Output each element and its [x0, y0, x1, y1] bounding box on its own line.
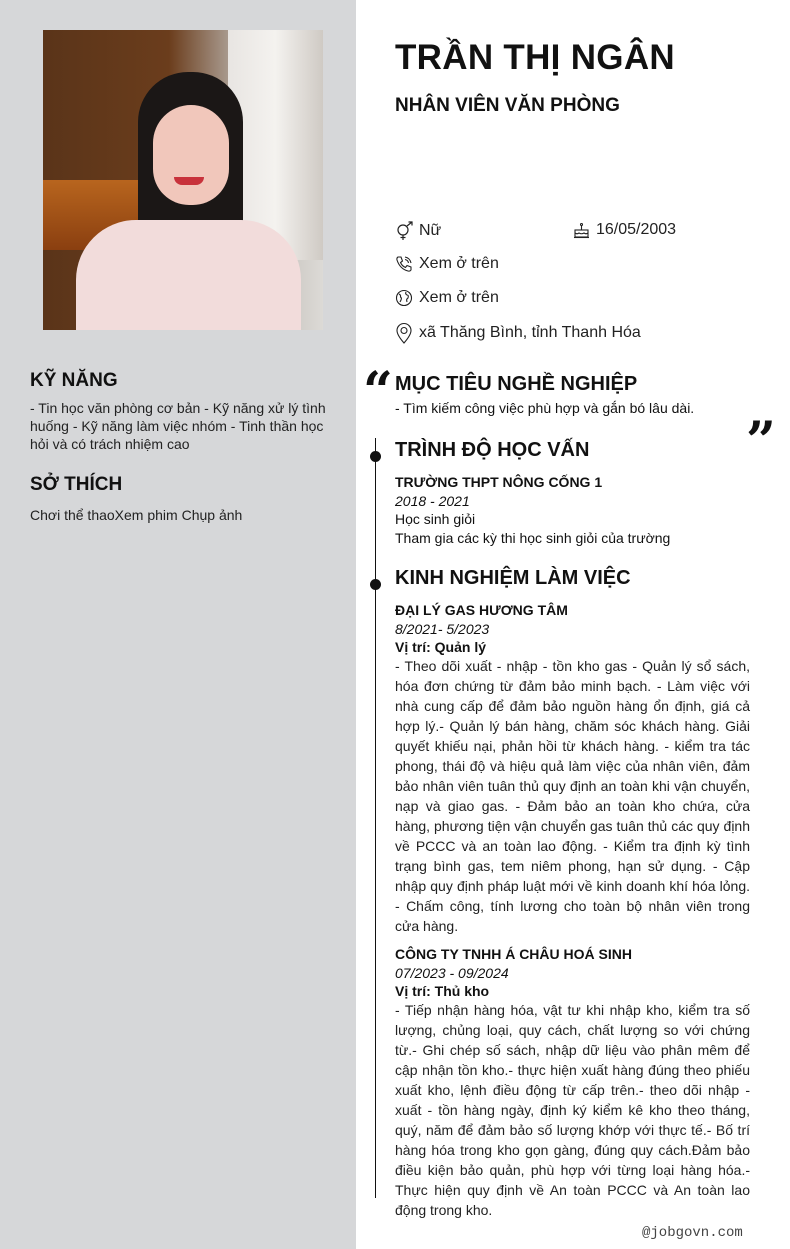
location-pin-icon — [395, 322, 413, 344]
cake-icon — [573, 221, 590, 239]
education-period: 2018 - 2021 — [395, 493, 470, 509]
candidate-name: TRẦN THỊ NGÂN — [395, 38, 675, 77]
birthday-value: 16/05/2003 — [596, 221, 677, 238]
gender-icon — [395, 221, 415, 241]
experience-role: Vị trí: Thủ kho — [395, 983, 490, 999]
company-name: ĐẠI LÝ GAS HƯƠNG TÂM — [395, 602, 568, 618]
experience-item — [395, 602, 750, 936]
objective-text: - Tìm kiếm công việc phù hợp và gắn bó lâu dài. — [395, 400, 695, 416]
company-name: CÔNG TY TNHH Á CHÂU HOÁ SINH — [395, 946, 632, 962]
gender-value: Nữ — [419, 222, 442, 239]
skills-title: KỸ NĂNG — [30, 370, 118, 391]
education-item — [395, 474, 750, 548]
education-line: Học sinh giỏi — [395, 511, 476, 527]
profile-photo — [43, 30, 323, 330]
phone-value: Xem ở trên — [419, 255, 499, 272]
address-info — [395, 322, 641, 344]
education-section — [395, 439, 750, 548]
timeline-dot-education — [370, 451, 381, 462]
email-value: Xem ở trên — [419, 289, 499, 306]
phone-info — [395, 255, 499, 273]
address-value: xã Thăng Bình, tỉnh Thanh Hóa — [419, 324, 641, 341]
email-info — [395, 289, 499, 307]
job-title: NHÂN VIÊN VĂN PHÒNG — [395, 95, 620, 116]
hobbies-text: Chơi thể thaoXem phim Chụp ảnh — [30, 507, 243, 523]
timeline-dot-experience — [370, 579, 381, 590]
education-title: TRÌNH ĐỘ HỌC VẤN — [395, 439, 590, 461]
birthday-info — [573, 221, 676, 239]
skills-text: - Tin học văn phòng cơ bản - Kỹ năng xử lý tình huống - Kỹ năng làm việc nhóm - Tinh thần học hỏi và có trách nhiệm cao — [30, 400, 326, 452]
experience-period: 8/2021- 5/2023 — [395, 621, 490, 637]
hobbies-title: SỞ THÍCH — [30, 474, 123, 495]
sidebar — [0, 0, 356, 1249]
phone-icon — [395, 255, 413, 273]
objective-section — [395, 373, 750, 418]
close-quote-icon: ” — [746, 411, 776, 472]
experience-description: - Tiếp nhận hàng hóa, vật tư khi nhập kho, kiểm tra số lượng, chủng loại, quy cách, chất lượng so với chứng từ.- Ghi chép số sách, nhập dữ liệu vào phân mêm để cập nhận tồn kho.- thực hiện xuất hàng đúng theo phiếu xuất kho, lệnh điều động từ cấp trên.- theo dõi nhập - xuất - tồn hàng ngày, định ký kiểm kê kho theo tháng, quý, năm để đảm bảo số lượng khớp với thực tế.- Bố trí hàng hóa trong kho gọn gàng, đúng quy cách.Đảm bảo điều kiện bảo quản, phù hợp với từng loại hàng hóa.- Thực hiện quy định về An toàn PCCC và An toàn lao động trong kho. — [395, 1002, 750, 1218]
school-name: TRƯỜNG THPT NÔNG CỐNG 1 — [395, 474, 603, 490]
globe-icon — [395, 289, 413, 307]
hobbies-section — [30, 474, 330, 524]
experience-role: Vị trí: Quản lý — [395, 639, 487, 655]
experience-item — [395, 946, 750, 1220]
skills-section — [30, 370, 330, 453]
open-quote-icon: “ — [363, 361, 393, 422]
gender-info — [395, 221, 441, 241]
education-line: Tham gia các kỳ thi học sinh giỏi của trường — [395, 530, 671, 546]
experience-section — [395, 567, 750, 1220]
timeline-line — [375, 438, 376, 1198]
experience-period: 07/2023 - 09/2024 — [395, 965, 509, 981]
watermark: @jobgovn.com — [642, 1225, 743, 1241]
objective-title: MỤC TIÊU NGHỀ NGHIỆP — [395, 373, 638, 395]
experience-title: KINH NGHIỆM LÀM VIỆC — [395, 567, 631, 589]
experience-description: - Theo dõi xuất - nhập - tồn kho gas - Quản lý sổ sách, hóa đơn chứng từ đảm bảo minh bạch. - Làm việc với nhà cung cấp để đảm bảo nguồn hàng ổn định, giá cả hợp lý.- Quản lý bán hàng, chăm sóc khách hàng. Giải quyết khiếu nại, phản hồi từ khách hàng. - kiểm tra tác phong, thái độ và hiệu quả làm việc của nhân viên, đảm bảo nhân viên tuân thủ quy định an toàn khi vận chuyển, nạp và giao gas. - Đảm bảo an toàn kho chứa, cửa hàng, phương tiện vận chuyển gas tuân thủ các quy định về PCCC và an toàn lao động. - Kiểm tra định kỳ tình trạng bình gas, tem niêm phong, hạn sử dụng. - Cập nhập quy định pháp luật mới về kinh doanh khí hóa lỏng. - Chấm công, tính lương cho toàn bộ nhân viên trong cửa hàng. — [395, 658, 750, 934]
